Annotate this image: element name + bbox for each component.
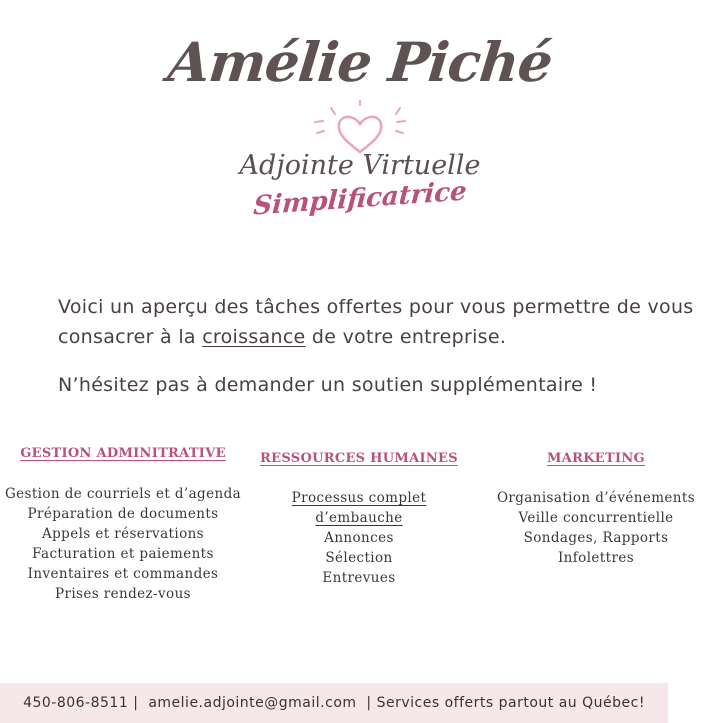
list-item: Appels et réservations [41,526,205,542]
logo [0,0,720,240]
list-item: Infolettres [557,550,635,566]
list-item: Gestion de courriels et d’agenda [4,486,242,502]
section-title: RESSOURCES HUMAINES [260,451,458,466]
footer-separator: | [128,695,149,711]
intro-text-after: de votre entreprise. [305,326,507,348]
intro-paragraph-2: N’hésitez pas à demander un soutien supplémentaire ! [58,374,598,396]
list-item: Sondages, Rapports [523,530,669,546]
section-gestion-administrative [0,446,246,604]
list-item: Organisation d’événements [496,490,696,506]
intro-text-before: Voici un aperçu des tâches offertes pour vous permettre de vous consacrer à la [58,296,694,348]
intro-text [58,292,698,400]
list-item: Inventaires et commandes [27,566,219,582]
list-item: Entrevues [322,570,396,586]
list-item: Annonces [324,530,394,546]
list-item: Veille concurrentielle [518,510,674,526]
list-item: d’embauche [315,510,403,526]
logo-tagline: Simplificatrice [252,176,468,222]
list-item: Sélection [325,550,393,566]
section-ressources-humaines [246,451,472,588]
list-item: Préparation de documents [27,506,219,522]
list-item: Facturation et paiements [32,546,214,562]
intro-paragraph-1 [58,292,698,352]
footer-email: amelie.adjointe@gmail.com [148,695,357,711]
section-title: MARKETING [547,451,645,466]
footer-contact-bar [0,683,668,723]
list-item: Processus complet [291,490,427,506]
logo-subtitle: Adjointe Virtuelle [239,150,481,181]
footer-separator: | [356,695,377,711]
list-item: Prises rendez-vous [54,586,191,602]
footer-phone: 450-806-8511 [23,695,129,711]
logo-name: Amélie Piché [165,30,555,94]
intro-emphasis: croissance [202,326,306,348]
section-marketing [478,451,714,568]
section-title: GESTION ADMINITRATIVE [20,446,226,461]
footer-service-area: Services offerts partout au Québec! [376,695,645,711]
